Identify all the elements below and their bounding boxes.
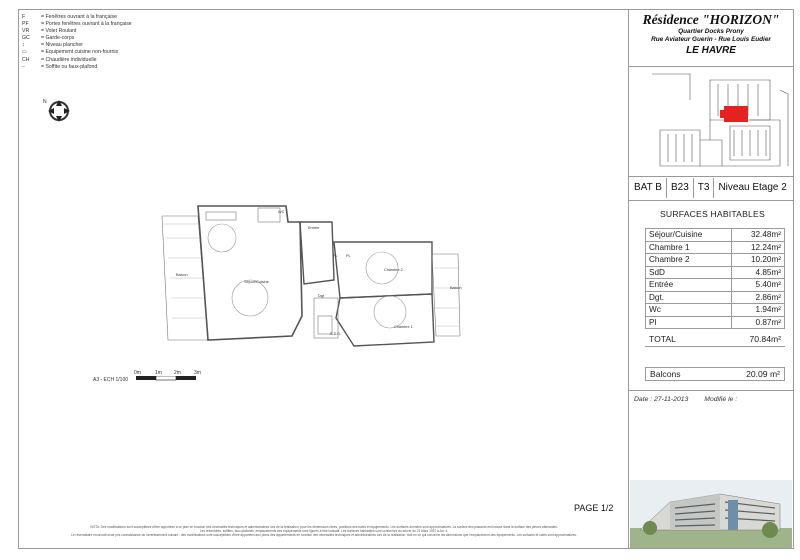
surfaces-title: SURFACES HABITABLES [660,209,765,219]
total-row [649,334,781,344]
level-symbol-icon: ↕ [22,42,25,49]
plan-label-chambre1: Chambre 1 [394,325,413,329]
type-label: T3 [694,178,715,198]
level-label: Niveau Etage 2 [718,182,787,193]
plan-label-balcon-left: Balcon [176,273,188,277]
scale-bar [136,376,200,381]
table-row: Chambre 2 10.20m² [646,254,785,267]
scale-label: A3 - ECH 1/100 [93,377,129,383]
legend-item: PF = Portes fenêtres ouvrant à la française [22,21,132,28]
modified-text: Modifié le : [704,396,738,403]
plan-label-pl1: PL [333,254,338,258]
plan-label-entree: Entrée [308,226,320,230]
scale-tick: 1m [155,370,162,376]
kitchen-box-icon: ▭ [22,49,27,56]
page-number: PAGE 1/2 [574,503,614,513]
note-line: NOTA: Des modifications sont susceptibles d'être apportées à ce plan en fonction des nécessités techniques et administratives lors de la réalisation, pour les dimensions libres, positions des baies et équipements. Les surfaces données sont approximatives. La surface des placards est incluse dans la surface des pièces attenantes. [90,525,558,529]
balcony-label: Balcons [650,369,681,379]
plan-label-pl2: PL [346,254,351,258]
compass-icon [40,94,78,128]
legend-item: GC = Garde-corps [22,35,75,42]
table-row: SdD 4.85m² [646,266,785,279]
table-row: Dgt. 2.86m² [646,291,785,304]
table-row: Chambre 1 12.24m² [646,241,785,254]
sheet-divider [628,9,629,549]
legend-item: ┄ = Soffite ou faux-plafond [22,63,98,70]
floor-plan [150,198,480,356]
divider [628,176,794,177]
building-rendering [630,480,792,548]
divider [628,66,794,67]
legend [22,14,132,71]
scale-tick: 2m [174,370,181,376]
total-value: 70.84m² [749,334,781,344]
date-text: Date : 27-11-2013 [634,396,689,403]
divider [645,346,785,347]
table-row: Pl 0.87m² [646,316,785,329]
building-label: BAT B [630,178,667,198]
legend-item: CH = Chaudière individuelle [22,56,97,63]
site-plan-thumbnail [650,70,790,174]
apartment-id-row [630,178,792,198]
plan-label-wc: WC [278,210,285,214]
divider [628,200,794,201]
scale-tick: 0m [134,370,141,376]
soffit-icon: ┄ [22,63,26,70]
plan-label-chambre2: Chambre 2 [384,268,403,272]
balcony-value: 20.09 m² [746,369,780,379]
dates-row [634,396,737,403]
project-header [630,10,792,56]
note-line: Les retombées, soffites, faux-plafonds, emplacements des équipements sont figurés à titre indicatif. Les surfaces habitables sont conformes au décret du 23 Mars 1997 à Art. 4. [199,529,449,534]
table-row: Wc 1.94m² [646,304,785,317]
project-subtitle: Quartier Docks Prony [678,28,744,35]
total-label: TOTAL [649,334,676,344]
lot-label: B23 [667,178,694,198]
table-row: Entrée 5.40m² [646,279,785,292]
table-row: Séjour/Cuisine 32.48m² [646,229,785,242]
legend-item: ↕ = Niveau plancher [22,42,83,49]
footnotes [28,525,620,538]
svg-text:N: N [43,99,47,105]
plan-label-sejour: Séjour/Cuisine [244,280,269,284]
surfaces-table [645,228,785,329]
scale-tick: 3m [194,370,201,376]
plan-label-dgt: Dgt [318,294,324,298]
divider [628,390,794,391]
plan-label-sdd: S.D.D. [330,332,342,336]
plan-label-balcon-right: Balcon [450,286,462,290]
balcony-row [645,367,785,381]
legend-item: ▭ = Equipement cuisine non-fournis [22,49,119,56]
project-address: Rue Aviateur Guerin - Rue Louis Eudier [651,36,771,43]
legend-item: VR = Volet Roulant [22,28,77,35]
project-title: Résidence "HORIZON" [642,12,780,27]
legend-item: F = Fenêtres ouvrant à la française [22,14,117,20]
note-line: Le réservataire reconnaît avoir pris connaissance de l'avertissement suivant : des modifications sont susceptibles d'être apportées aux plans des appartements en fonction des nécessités techniques et administratives lors de la réalisation, tant en ce qui concerne les dimensions que l'emplacement des équipements. Les surfaces et cotes sont approximatives. [71,533,577,538]
project-city: LE HAVRE [686,45,736,56]
